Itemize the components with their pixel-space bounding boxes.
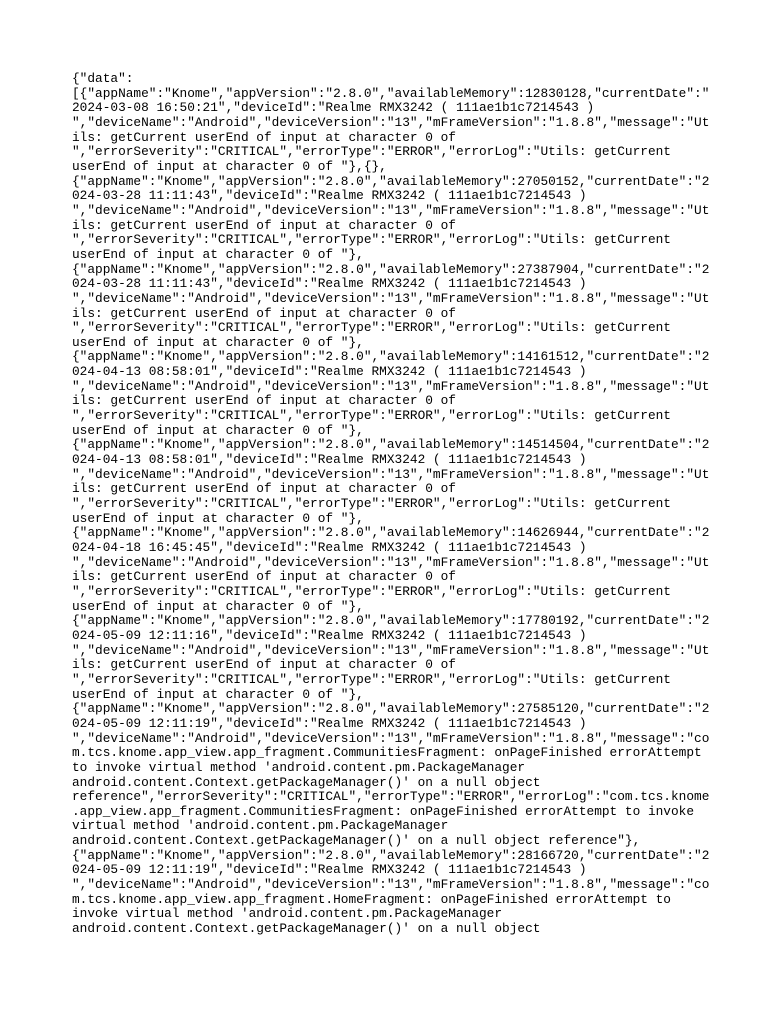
- document-line: 024-05-09 12:11:19","deviceId":"Realme RMX3242 ( 111ae1b1c7214543 ): [72, 862, 587, 878]
- document-line: userEnd of input at character 0 of "},: [72, 246, 364, 262]
- document-line: ils: getCurrent userEnd of input at character 0 of: [72, 569, 456, 585]
- document-line: ","deviceName":"Android","deviceVersion":"13","mFrameVersion":"1.8.8","message":"co: [72, 877, 710, 893]
- document-line: to invoke virtual method 'android.content.pm.PackageManager: [72, 759, 526, 775]
- document-line: ils: getCurrent userEnd of input at character 0 of: [72, 393, 456, 409]
- document-line: {"appName":"Knome","appVersion":"2.8.0","availableMemory":14514504,"currentDate":"2: [72, 437, 710, 453]
- document-line: ","errorSeverity":"CRITICAL","errorType":"ERROR","errorLog":"Utils: getCurrent: [72, 496, 671, 512]
- document-line: ","deviceName":"Android","deviceVersion":"13","mFrameVersion":"1.8.8","message":"Ut: [72, 114, 710, 130]
- document-line: virtual method 'android.content.pm.PackageManager: [72, 818, 449, 834]
- document-line: {"appName":"Knome","appVersion":"2.8.0","availableMemory":14626944,"currentDate":"2: [72, 525, 710, 541]
- document-line: 024-03-28 11:11:43","deviceId":"Realme RMX3242 ( 111ae1b1c7214543 ): [72, 276, 587, 292]
- document-line: {"appName":"Knome","appVersion":"2.8.0","availableMemory":27585120,"currentDate":"2: [72, 701, 710, 717]
- document-line: android.content.Context.getPackageManager()' on a null object: [72, 921, 541, 937]
- document-line: {"appName":"Knome","appVersion":"2.8.0","availableMemory":28166720,"currentDate":"2: [72, 847, 710, 863]
- document-line: userEnd of input at character 0 of "},: [72, 510, 364, 526]
- document-line: {"appName":"Knome","appVersion":"2.8.0","availableMemory":27050152,"currentDate":"2: [72, 173, 710, 189]
- document-line: .app_view.app_fragment.CommunitiesFragment: onPageFinished errorAttempt to invoke: [72, 803, 695, 819]
- document-line: ","deviceName":"Android","deviceVersion":"13","mFrameVersion":"1.8.8","message":"Ut: [72, 642, 710, 658]
- document-line: [{"appName":"Knome","appVersion":"2.8.0","availableMemory":12830128,"currentDate":": [72, 85, 710, 101]
- document-line: 024-04-13 08:58:01","deviceId":"Realme RMX3242 ( 111ae1b1c7214543 ): [72, 452, 587, 468]
- document-line: ","deviceName":"Android","deviceVersion":"13","mFrameVersion":"1.8.8","message":"co: [72, 730, 710, 746]
- document-line: userEnd of input at character 0 of "},: [72, 422, 364, 438]
- document-line: ","errorSeverity":"CRITICAL","errorType":"ERROR","errorLog":"Utils: getCurrent: [72, 583, 671, 599]
- json-document-text: [72, 72, 709, 937]
- document-line: ","errorSeverity":"CRITICAL","errorType":"ERROR","errorLog":"Utils: getCurrent: [72, 671, 671, 687]
- document-line: android.content.Context.getPackageManager()' on a null object reference"},: [72, 833, 641, 849]
- document-line: userEnd of input at character 0 of "},: [72, 686, 364, 702]
- document-line: 024-03-28 11:11:43","deviceId":"Realme RMX3242 ( 111ae1b1c7214543 ): [72, 188, 587, 204]
- document-line: ils: getCurrent userEnd of input at character 0 of: [72, 217, 456, 233]
- document-line: ils: getCurrent userEnd of input at character 0 of: [72, 481, 456, 497]
- document-line: ","deviceName":"Android","deviceVersion":"13","mFrameVersion":"1.8.8","message":"Ut: [72, 202, 710, 218]
- document-line: reference","errorSeverity":"CRITICAL","errorType":"ERROR","errorLog":"com.tcs.knome: [72, 789, 710, 805]
- document-line: ils: getCurrent userEnd of input at character 0 of: [72, 129, 456, 145]
- document-line: 024-04-13 08:58:01","deviceId":"Realme RMX3242 ( 111ae1b1c7214543 ): [72, 364, 587, 380]
- document-line: ","errorSeverity":"CRITICAL","errorType":"ERROR","errorLog":"Utils: getCurrent: [72, 320, 671, 336]
- document-line: ","errorSeverity":"CRITICAL","errorType":"ERROR","errorLog":"Utils: getCurrent: [72, 232, 671, 248]
- document-line: m.tcs.knome.app_view.app_fragment.CommunitiesFragment: onPageFinished errorAttempt: [72, 745, 702, 761]
- document-line: userEnd of input at character 0 of "},: [72, 334, 364, 350]
- document-line: ils: getCurrent userEnd of input at character 0 of: [72, 305, 456, 321]
- document-line: ","errorSeverity":"CRITICAL","errorType":"ERROR","errorLog":"Utils: getCurrent: [72, 408, 671, 424]
- document-line: 024-04-18 16:45:45","deviceId":"Realme RMX3242 ( 111ae1b1c7214543 ): [72, 540, 587, 555]
- document-line: 2024-03-08 16:50:21","deviceId":"Realme RMX3242 ( 111ae1b1c7214543 ): [72, 100, 595, 116]
- document-line: ","deviceName":"Android","deviceVersion":"13","mFrameVersion":"1.8.8","message":"Ut: [72, 290, 710, 306]
- document-line: ","deviceName":"Android","deviceVersion":"13","mFrameVersion":"1.8.8","message":"Ut: [72, 378, 710, 394]
- document-line: 024-05-09 12:11:19","deviceId":"Realme RMX3242 ( 111ae1b1c7214543 ): [72, 715, 587, 731]
- document-line: android.content.Context.getPackageManager()' on a null object: [72, 774, 541, 790]
- document-line: ","errorSeverity":"CRITICAL","errorType":"ERROR","errorLog":"Utils: getCurrent: [72, 144, 671, 160]
- document-line: {"appName":"Knome","appVersion":"2.8.0","availableMemory":17780192,"currentDate":"2: [72, 613, 710, 629]
- document-line: userEnd of input at character 0 of "},: [72, 598, 364, 614]
- document-line: 024-05-09 12:11:16","deviceId":"Realme RMX3242 ( 111ae1b1c7214543 ): [72, 627, 587, 643]
- document-line: {"appName":"Knome","appVersion":"2.8.0","availableMemory":14161512,"currentDate":"2: [72, 349, 710, 365]
- document-line: ","deviceName":"Android","deviceVersion":"13","mFrameVersion":"1.8.8","message":"Ut: [72, 554, 710, 570]
- document-line: {"appName":"Knome","appVersion":"2.8.0","availableMemory":27387904,"currentDate":"2: [72, 261, 710, 277]
- document-line: userEnd of input at character 0 of "},{},: [72, 158, 387, 174]
- document-line: invoke virtual method 'android.content.pm.PackageManager: [72, 906, 503, 922]
- document-line: ","deviceName":"Android","deviceVersion":"13","mFrameVersion":"1.8.8","message":"Ut: [72, 466, 710, 482]
- document-line: ils: getCurrent userEnd of input at character 0 of: [72, 657, 456, 673]
- document-line: {"data":: [72, 71, 134, 86]
- document-line: m.tcs.knome.app_view.app_fragment.HomeFragment: onPageFinished errorAttempt to: [72, 891, 671, 907]
